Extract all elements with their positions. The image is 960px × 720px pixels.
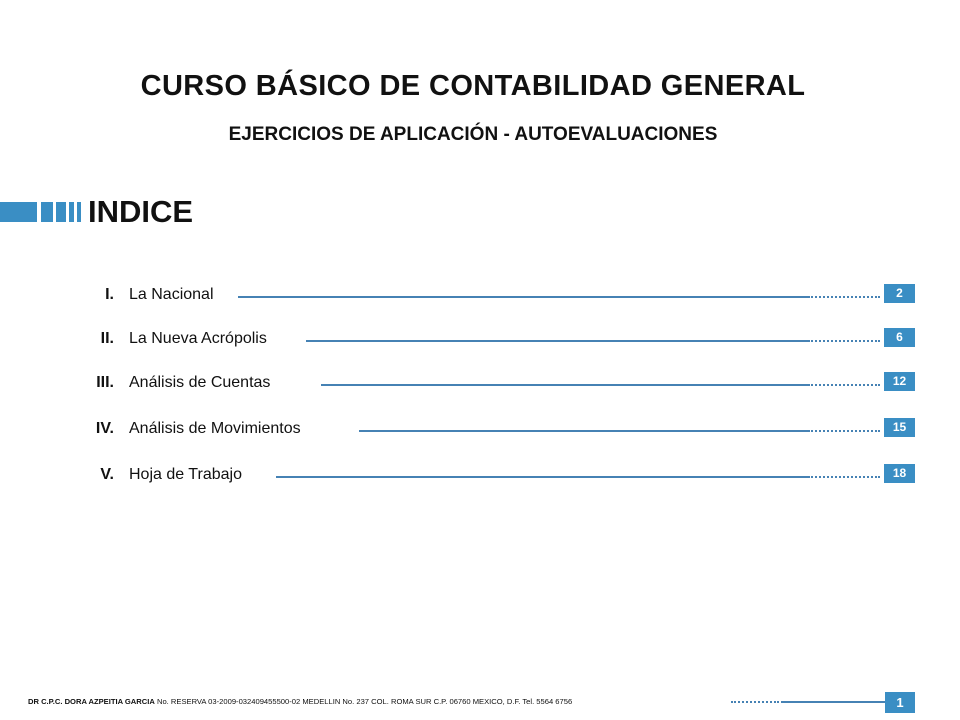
toc-entry-page-badge[interactable]: 15 bbox=[884, 418, 915, 437]
footer-details: No. RESERVA 03-2009-032409455500-02 MEDELLIN No. 237 COL. ROMA SUR C.P. 06760 MEXICO, D.F. Tel. 5564 6756 bbox=[154, 697, 573, 706]
footer-rule bbox=[781, 701, 885, 703]
toc-entry-number: III. bbox=[96, 374, 114, 391]
footer-page-number: 1 bbox=[885, 692, 915, 713]
toc-entry-rule bbox=[359, 430, 808, 432]
toc-entry-label[interactable]: La Nueva Acrópolis bbox=[129, 330, 267, 347]
toc-entry-dots bbox=[808, 384, 880, 386]
toc-entry-number: V. bbox=[100, 466, 114, 483]
index-bar-segment bbox=[0, 202, 37, 222]
toc-entry-dots bbox=[808, 296, 880, 298]
toc-entry-number: II. bbox=[100, 330, 114, 347]
toc-entry-number: I. bbox=[105, 286, 114, 303]
index-heading: INDICE bbox=[88, 194, 194, 229]
toc-entry-analisis-de-cuentas[interactable] bbox=[0, 372, 960, 396]
footer-dots bbox=[731, 701, 779, 703]
toc-entry-rule bbox=[321, 384, 808, 386]
toc-entry-page-badge[interactable]: 6 bbox=[884, 328, 915, 347]
toc-entry-label[interactable]: La Nacional bbox=[129, 286, 214, 303]
index-bar-segment bbox=[77, 202, 81, 222]
toc-entry-number: IV. bbox=[95, 420, 114, 437]
toc-entry-page-badge[interactable]: 12 bbox=[884, 372, 915, 391]
toc-entry-page-badge[interactable]: 18 bbox=[884, 464, 915, 483]
index-bar-segment bbox=[41, 202, 53, 222]
toc-entry-analisis-de-movimientos[interactable] bbox=[0, 418, 960, 442]
toc-entry-label[interactable]: Análisis de Cuentas bbox=[129, 374, 271, 391]
toc-entry-dots bbox=[808, 476, 880, 478]
index-bar-segment bbox=[69, 202, 74, 222]
page-title: CURSO BÁSICO DE CONTABILIDAD GENERAL bbox=[140, 70, 806, 102]
toc-entry-la-nueva-acropolis[interactable] bbox=[0, 328, 960, 352]
toc-entry-label[interactable]: Hoja de Trabajo bbox=[129, 466, 242, 483]
toc-entry-rule bbox=[306, 340, 808, 342]
toc-entry-hoja-de-trabajo[interactable] bbox=[0, 464, 960, 488]
toc-entry-dots bbox=[808, 430, 880, 432]
toc-entry-rule bbox=[276, 476, 808, 478]
toc-entry-label[interactable]: Análisis de Movimientos bbox=[129, 420, 301, 437]
page-subtitle: EJERCICIOS DE APLICACIÓN - AUTOEVALUACIONES bbox=[228, 124, 718, 145]
toc-entry-rule bbox=[238, 296, 808, 298]
toc-entry-dots bbox=[808, 340, 880, 342]
footer-credits bbox=[28, 697, 572, 706]
footer-author: DR C.P.C. DORA AZPEITIA GARCIA bbox=[28, 697, 155, 706]
index-bar-segment bbox=[56, 202, 66, 222]
toc-entry-page-badge[interactable]: 2 bbox=[884, 284, 915, 303]
toc-entry-la-nacional[interactable] bbox=[0, 284, 960, 308]
